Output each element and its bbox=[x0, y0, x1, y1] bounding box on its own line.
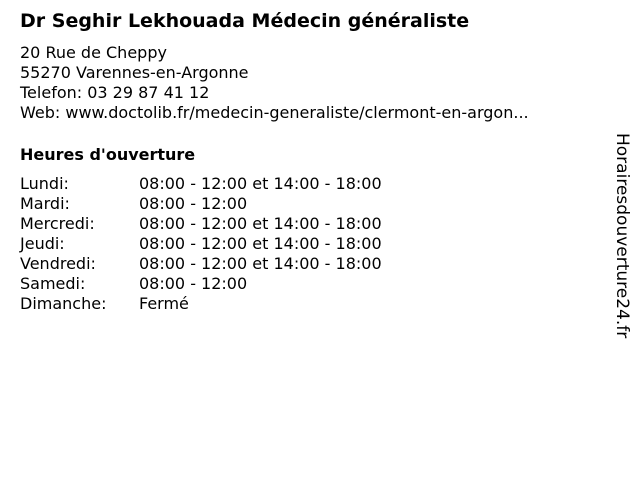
phone-number: Telefon: 03 29 87 41 12 bbox=[20, 83, 210, 102]
address-block bbox=[20, 43, 529, 123]
opening-hours-heading: Heures d'ouverture bbox=[20, 145, 196, 164]
website-link: Web: www.doctolib.fr/medecin-generaliste/clermont-en-argon... bbox=[20, 103, 529, 122]
day-label: Samedi: bbox=[20, 274, 86, 293]
day-label: Mercredi: bbox=[20, 214, 95, 233]
opening-hours-table bbox=[20, 174, 382, 314]
day-label: Lundi: bbox=[20, 174, 69, 193]
time-range: 08:00 - 12:00 bbox=[139, 194, 248, 213]
day-label: Jeudi: bbox=[20, 234, 65, 253]
time-range: 08:00 - 12:00 et 14:00 - 18:00 bbox=[139, 254, 382, 273]
hours-row-saturday bbox=[20, 274, 382, 294]
hours-row-thursday bbox=[20, 234, 382, 254]
city-address: 55270 Varennes-en-Argonne bbox=[20, 63, 249, 82]
page-title: Dr Seghir Lekhouada Médecin généraliste bbox=[20, 10, 470, 32]
time-range: Fermé bbox=[139, 294, 189, 313]
hours-row-wednesday bbox=[20, 214, 382, 234]
time-range: 08:00 - 12:00 et 14:00 - 18:00 bbox=[139, 174, 382, 193]
day-label: Mardi: bbox=[20, 194, 70, 213]
hours-row-tuesday bbox=[20, 194, 382, 214]
time-range: 08:00 - 12:00 et 14:00 - 18:00 bbox=[139, 214, 382, 233]
time-range: 08:00 - 12:00 bbox=[139, 274, 248, 293]
hours-row-monday bbox=[20, 174, 382, 194]
day-label: Dimanche: bbox=[20, 294, 107, 313]
hours-row-sunday bbox=[20, 294, 382, 314]
street-address: 20 Rue de Cheppy bbox=[20, 43, 167, 62]
time-range: 08:00 - 12:00 et 14:00 - 18:00 bbox=[139, 234, 382, 253]
site-watermark: Horairesdouverture24.fr bbox=[612, 133, 632, 339]
hours-row-friday bbox=[20, 254, 382, 274]
day-label: Vendredi: bbox=[20, 254, 96, 273]
